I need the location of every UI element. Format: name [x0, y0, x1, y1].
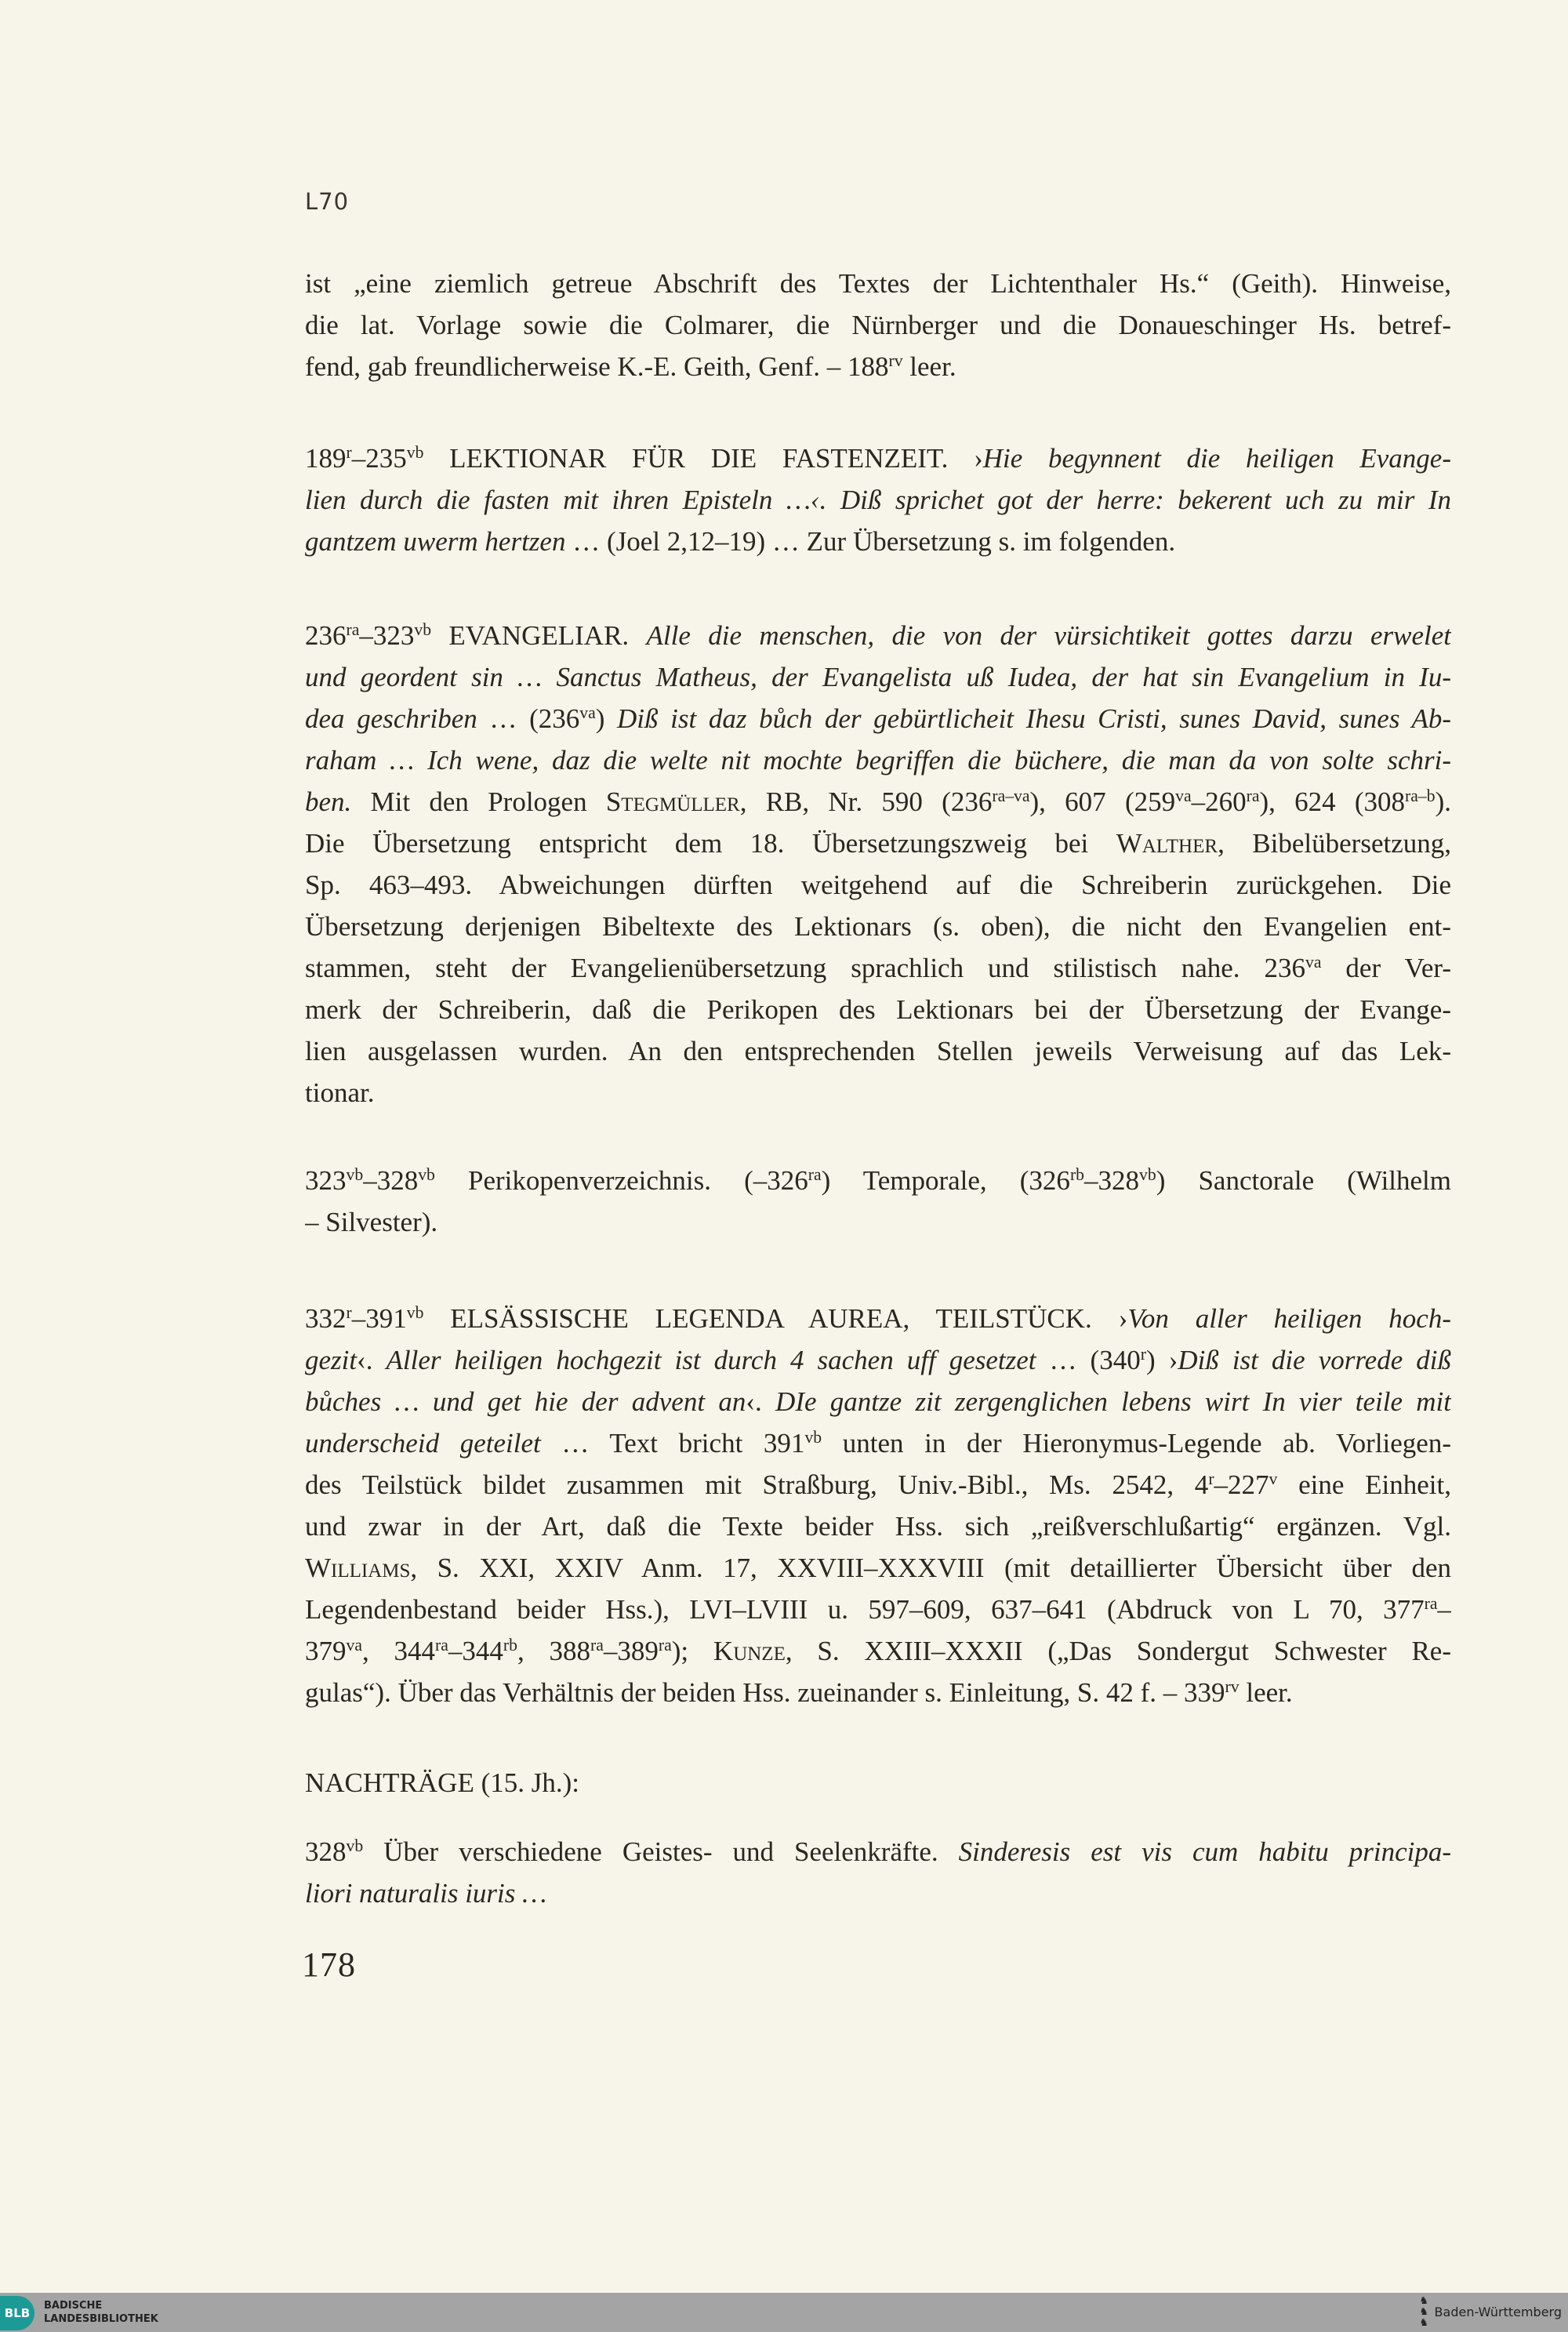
text-run: –227: [1214, 1469, 1269, 1500]
text-line: [305, 781, 1451, 823]
superscript-folio: ra: [435, 1636, 448, 1655]
text-run: NACHTRÄGE (15. Jh.):: [305, 1767, 579, 1798]
small-caps-name: Stegmüller: [605, 786, 740, 817]
text-run: –235: [351, 443, 407, 474]
text-run: Die Übersetzung entspricht dem 18. Übersetzungszweig bei: [305, 828, 1116, 859]
superscript-folio: rb: [503, 1636, 517, 1655]
italic-text: dea geschriben: [305, 703, 477, 734]
text-run: Legendenbestand beider Hss.), LVI–LVIII u. 597–609, 637–641 (Abdruck von L 70, 377: [305, 1594, 1425, 1625]
superscript-folio: va: [1175, 786, 1192, 806]
state-coat-of-arms-icon: ♞ ♞ ♞: [1419, 2294, 1428, 2328]
text-line: [305, 864, 1451, 906]
paragraph-intro: [305, 263, 1451, 387]
text-run: Über verschiedene Geistes- und Seelenkräfte.: [363, 1836, 959, 1867]
text-run: –323: [359, 620, 415, 651]
text-run: Sp. 463–493. Abweichungen dürften weitgehend auf die Schreiberin zurückgehen. Die: [305, 870, 1451, 900]
italic-text: underscheid geteilet: [305, 1428, 541, 1458]
library-name-line-1: BADISCHE: [44, 2300, 103, 2312]
text-line: [305, 1160, 1451, 1201]
italic-text: ben.: [305, 786, 352, 817]
paragraph-legenda-aurea: [305, 1298, 1451, 1713]
text-line: [305, 906, 1451, 947]
superscript-folio: ra–va: [992, 786, 1030, 806]
italic-text: Alle die menschen, die von der vürsichtikeit gottes darzu erwelet: [646, 620, 1451, 651]
italic-text: Von aller heiligen hoch-: [1127, 1303, 1451, 1334]
text-line: [305, 1030, 1451, 1072]
text-run: ).: [1435, 786, 1451, 817]
blb-logo-icon: BLB: [0, 2296, 34, 2330]
text-run: Mit den Prologen: [351, 786, 606, 817]
text-run: eine Einheit,: [1277, 1469, 1451, 1500]
text-run: – Silvester).: [305, 1207, 438, 1237]
text-line: [305, 1762, 1451, 1803]
superscript-folio: ra–b: [1405, 786, 1436, 806]
text-run: ) Sanctorale (Wilhelm: [1156, 1165, 1451, 1196]
text-line: [305, 739, 1451, 781]
text-line: [305, 1547, 1451, 1589]
text-line: [305, 479, 1451, 521]
text-line: [305, 1873, 1451, 1914]
text-run: 328: [305, 1836, 347, 1867]
text-line: [305, 989, 1451, 1030]
superscript-folio: va: [579, 703, 596, 723]
italic-text: bůches … und get hie der advent an: [305, 1386, 746, 1417]
paragraph-lektionar: [305, 438, 1451, 562]
superscript-folio: vb: [406, 1303, 424, 1323]
text-line: [305, 304, 1451, 346]
text-run: , 344: [361, 1636, 436, 1666]
text-run: die lat. Vorlage sowie die Colmarer, die Nürnberger und die Donaueschinger Hs. betref-: [305, 310, 1451, 340]
small-caps-name: Williams: [305, 1553, 411, 1583]
text-run: unten in der Hieronymus-Legende ab. Vorliegen-: [822, 1428, 1451, 1458]
text-run: und zwar in der Art, daß die Texte beider Hss. sich „reißverschlußartig“ ergänzen. Vgl.: [305, 1511, 1451, 1542]
text-line: [305, 1381, 1451, 1422]
superscript-folio: vb: [346, 1836, 364, 1856]
italic-text: und geordent sin … Sanctus Matheus, der Evangelista uß Iudea, der hat sin Evangelium in Iu-: [305, 662, 1451, 692]
text-line: [305, 656, 1451, 698]
text-line: [305, 346, 1451, 387]
text-run: –328: [363, 1165, 419, 1196]
text-run: ), 624 (308: [1259, 786, 1406, 817]
superscript-folio: vb: [1139, 1165, 1156, 1185]
superscript-folio: vb: [414, 620, 432, 640]
italic-text: lien durch die fasten mit ihren Episteln …‹. Diß sprichet got der herre: bekerent uch zu mir In: [305, 485, 1451, 515]
library-name: [44, 2299, 158, 2326]
italic-text: raham … Ich wene, daz die welte nit mochte begriffen die büchere, die man da von solte schri-: [305, 745, 1451, 776]
superscript-folio: r: [346, 443, 352, 463]
text-line: [305, 1831, 1451, 1873]
text-run: 236: [305, 620, 347, 651]
text-run: –260: [1191, 786, 1247, 817]
italic-text: Hie begynnent die heiligen Evange-: [982, 443, 1451, 474]
text-line: [305, 521, 1451, 562]
text-line: [305, 263, 1451, 304]
text-run: Perikopenverzeichnis. (–326: [434, 1165, 808, 1196]
text-run: –344: [448, 1636, 503, 1666]
italic-text: Diß ist die vorrede diß: [1178, 1345, 1451, 1375]
italic-text: gantzem uwerm hertzen: [305, 526, 566, 557]
text-line: [305, 1630, 1451, 1672]
text-line: [305, 1672, 1451, 1713]
superscript-folio: ra: [590, 1636, 604, 1655]
text-line: [305, 615, 1451, 656]
text-run: leer.: [902, 351, 956, 382]
text-run: , RB, Nr. 590 (236: [739, 786, 993, 817]
superscript-folio: rv: [888, 351, 903, 371]
state-name: Baden-Württemberg: [1434, 2305, 1562, 2319]
text-run: ): [595, 703, 618, 734]
superscript-folio: ra: [808, 1165, 822, 1185]
text-run: fend, gab freundlicherweise K.-E. Geith, Genf. – 188: [305, 351, 889, 382]
superscript-folio: ra: [1246, 786, 1260, 806]
paragraph-perikopenverzeichnis: [305, 1160, 1451, 1243]
library-name-line-2: LANDESBIBLIOTHEK: [44, 2313, 158, 2325]
text-run: , S. XXIII–XXXII („Das Sondergut Schwester Re-: [785, 1636, 1451, 1666]
text-run: ), 607 (259: [1029, 786, 1176, 817]
text-run: 379: [305, 1636, 347, 1666]
text-run: … (Joel 2,12–19) … Zur Übersetzung s. im folgenden.: [565, 526, 1176, 557]
footer-bar: [0, 2293, 1568, 2332]
text-run: ELSÄSSISCHE LEGENDA AUREA, TEILSTÜCK. ›: [423, 1303, 1128, 1334]
superscript-folio: vb: [346, 1165, 364, 1185]
text-run: 323: [305, 1165, 347, 1196]
paragraph-evangeliar: [305, 615, 1451, 1113]
small-caps-name: Kunze: [713, 1636, 786, 1666]
text-line: [305, 1589, 1451, 1630]
text-run: 332: [305, 1303, 347, 1334]
text-run: ) ›: [1145, 1345, 1178, 1375]
text-run: tionar.: [305, 1077, 375, 1108]
page-header-siglum: L70: [305, 188, 350, 215]
text-run: merk der Schreiberin, daß die Perikopen des Lektionars bei der Übersetzung der Evange-: [305, 994, 1451, 1025]
italic-text: DIe gantze zit zergenglichen lebens wirt In vier teile mit: [775, 1386, 1451, 1417]
text-run: ) Temporale, (326: [821, 1165, 1070, 1196]
italic-text: Aller heiligen hochgezit ist durch 4 sachen uff gesetzet: [386, 1345, 1036, 1375]
paragraph-nachtrag: [305, 1831, 1451, 1914]
text-line: [305, 1072, 1451, 1113]
text-line: [305, 1339, 1451, 1381]
text-run: Übersetzung derjenigen Bibeltexte des Lektionars (s. oben), die nicht den Evangelien ent-: [305, 911, 1451, 942]
text-run: , S. XXI, XXIV Anm. 17, XXVIII–XXXVIII (mit detaillierter Übersicht über den: [410, 1553, 1451, 1583]
superscript-folio: va: [346, 1636, 362, 1655]
superscript-folio: va: [1305, 953, 1322, 972]
text-run: –391: [351, 1303, 407, 1334]
text-run: stammen, steht der Evangelienübersetzung sprachlich und stilistisch nahe. 236: [305, 953, 1305, 983]
superscript-folio: r: [1208, 1469, 1214, 1489]
text-line: [305, 1464, 1451, 1506]
superscript-folio: vb: [418, 1165, 435, 1185]
superscript-folio: ra: [658, 1636, 672, 1655]
italic-text: Diß ist daz bůch der gebürtlicheit Ihesu Cristi, sunes David, sunes Ab-: [617, 703, 1451, 734]
text-run: lien ausgelassen wurden. An den entsprechenden Stellen jeweils Verweisung auf das Lek-: [305, 1036, 1451, 1066]
text-run: –389: [603, 1636, 659, 1666]
text-line: [305, 1298, 1451, 1339]
text-run: , Bibelübersetzung,: [1218, 828, 1451, 859]
text-run: ist „eine ziemlich getreue Abschrift des Textes der Lichtenthaler Hs.“ (Geith). Hinweise,: [305, 268, 1451, 299]
text-run: );: [671, 1636, 713, 1666]
superscript-folio: ra: [1424, 1594, 1438, 1614]
italic-text: gezit: [305, 1345, 358, 1375]
text-run: LEKTIONAR FÜR DIE FASTENZEIT. ›: [423, 443, 983, 474]
text-run: –328: [1084, 1165, 1140, 1196]
text-run: … Text bricht 391: [540, 1428, 805, 1458]
italic-text: Sinderesis est vis cum habitu principa-: [958, 1836, 1451, 1867]
text-run: 189: [305, 443, 347, 474]
small-caps-name: Walther: [1116, 828, 1218, 859]
italic-text: liori naturalis iuris …: [305, 1878, 547, 1909]
superscript-folio: r: [1140, 1345, 1146, 1364]
superscript-folio: vb: [406, 443, 424, 463]
superscript-folio: v: [1269, 1469, 1278, 1489]
text-line: [305, 1422, 1451, 1464]
text-run: … (340: [1036, 1345, 1141, 1375]
superscript-folio: rb: [1069, 1165, 1085, 1185]
section-heading-nachtraege: [305, 1762, 1451, 1803]
page-number: 178: [302, 1945, 356, 1984]
superscript-folio: ra: [346, 620, 360, 640]
text-run: des Teilstück bildet zusammen mit Straßburg, Univ.-Bibl., Ms. 2542, 4: [305, 1469, 1209, 1500]
text-run: leer.: [1239, 1677, 1293, 1708]
text-line: [305, 823, 1451, 864]
text-run: ‹.: [746, 1386, 776, 1417]
text-run: , 388: [517, 1636, 591, 1666]
text-line: [305, 1201, 1451, 1243]
text-line: [305, 438, 1451, 479]
text-line: [305, 1506, 1451, 1547]
text-run: der Ver-: [1321, 953, 1451, 983]
text-run: gulas“). Über das Verhältnis der beiden Hss. zueinander s. Einleitung, S. 42 f. – 339: [305, 1677, 1225, 1708]
text-run: –: [1437, 1594, 1451, 1625]
superscript-folio: vb: [804, 1428, 822, 1448]
text-run: EVANGELIAR.: [431, 620, 647, 651]
superscript-folio: rv: [1225, 1677, 1240, 1697]
text-run: … (236: [477, 703, 580, 734]
text-line: [305, 698, 1451, 739]
text-run: ‹.: [357, 1345, 387, 1375]
superscript-folio: r: [346, 1303, 352, 1323]
text-line: [305, 947, 1451, 989]
